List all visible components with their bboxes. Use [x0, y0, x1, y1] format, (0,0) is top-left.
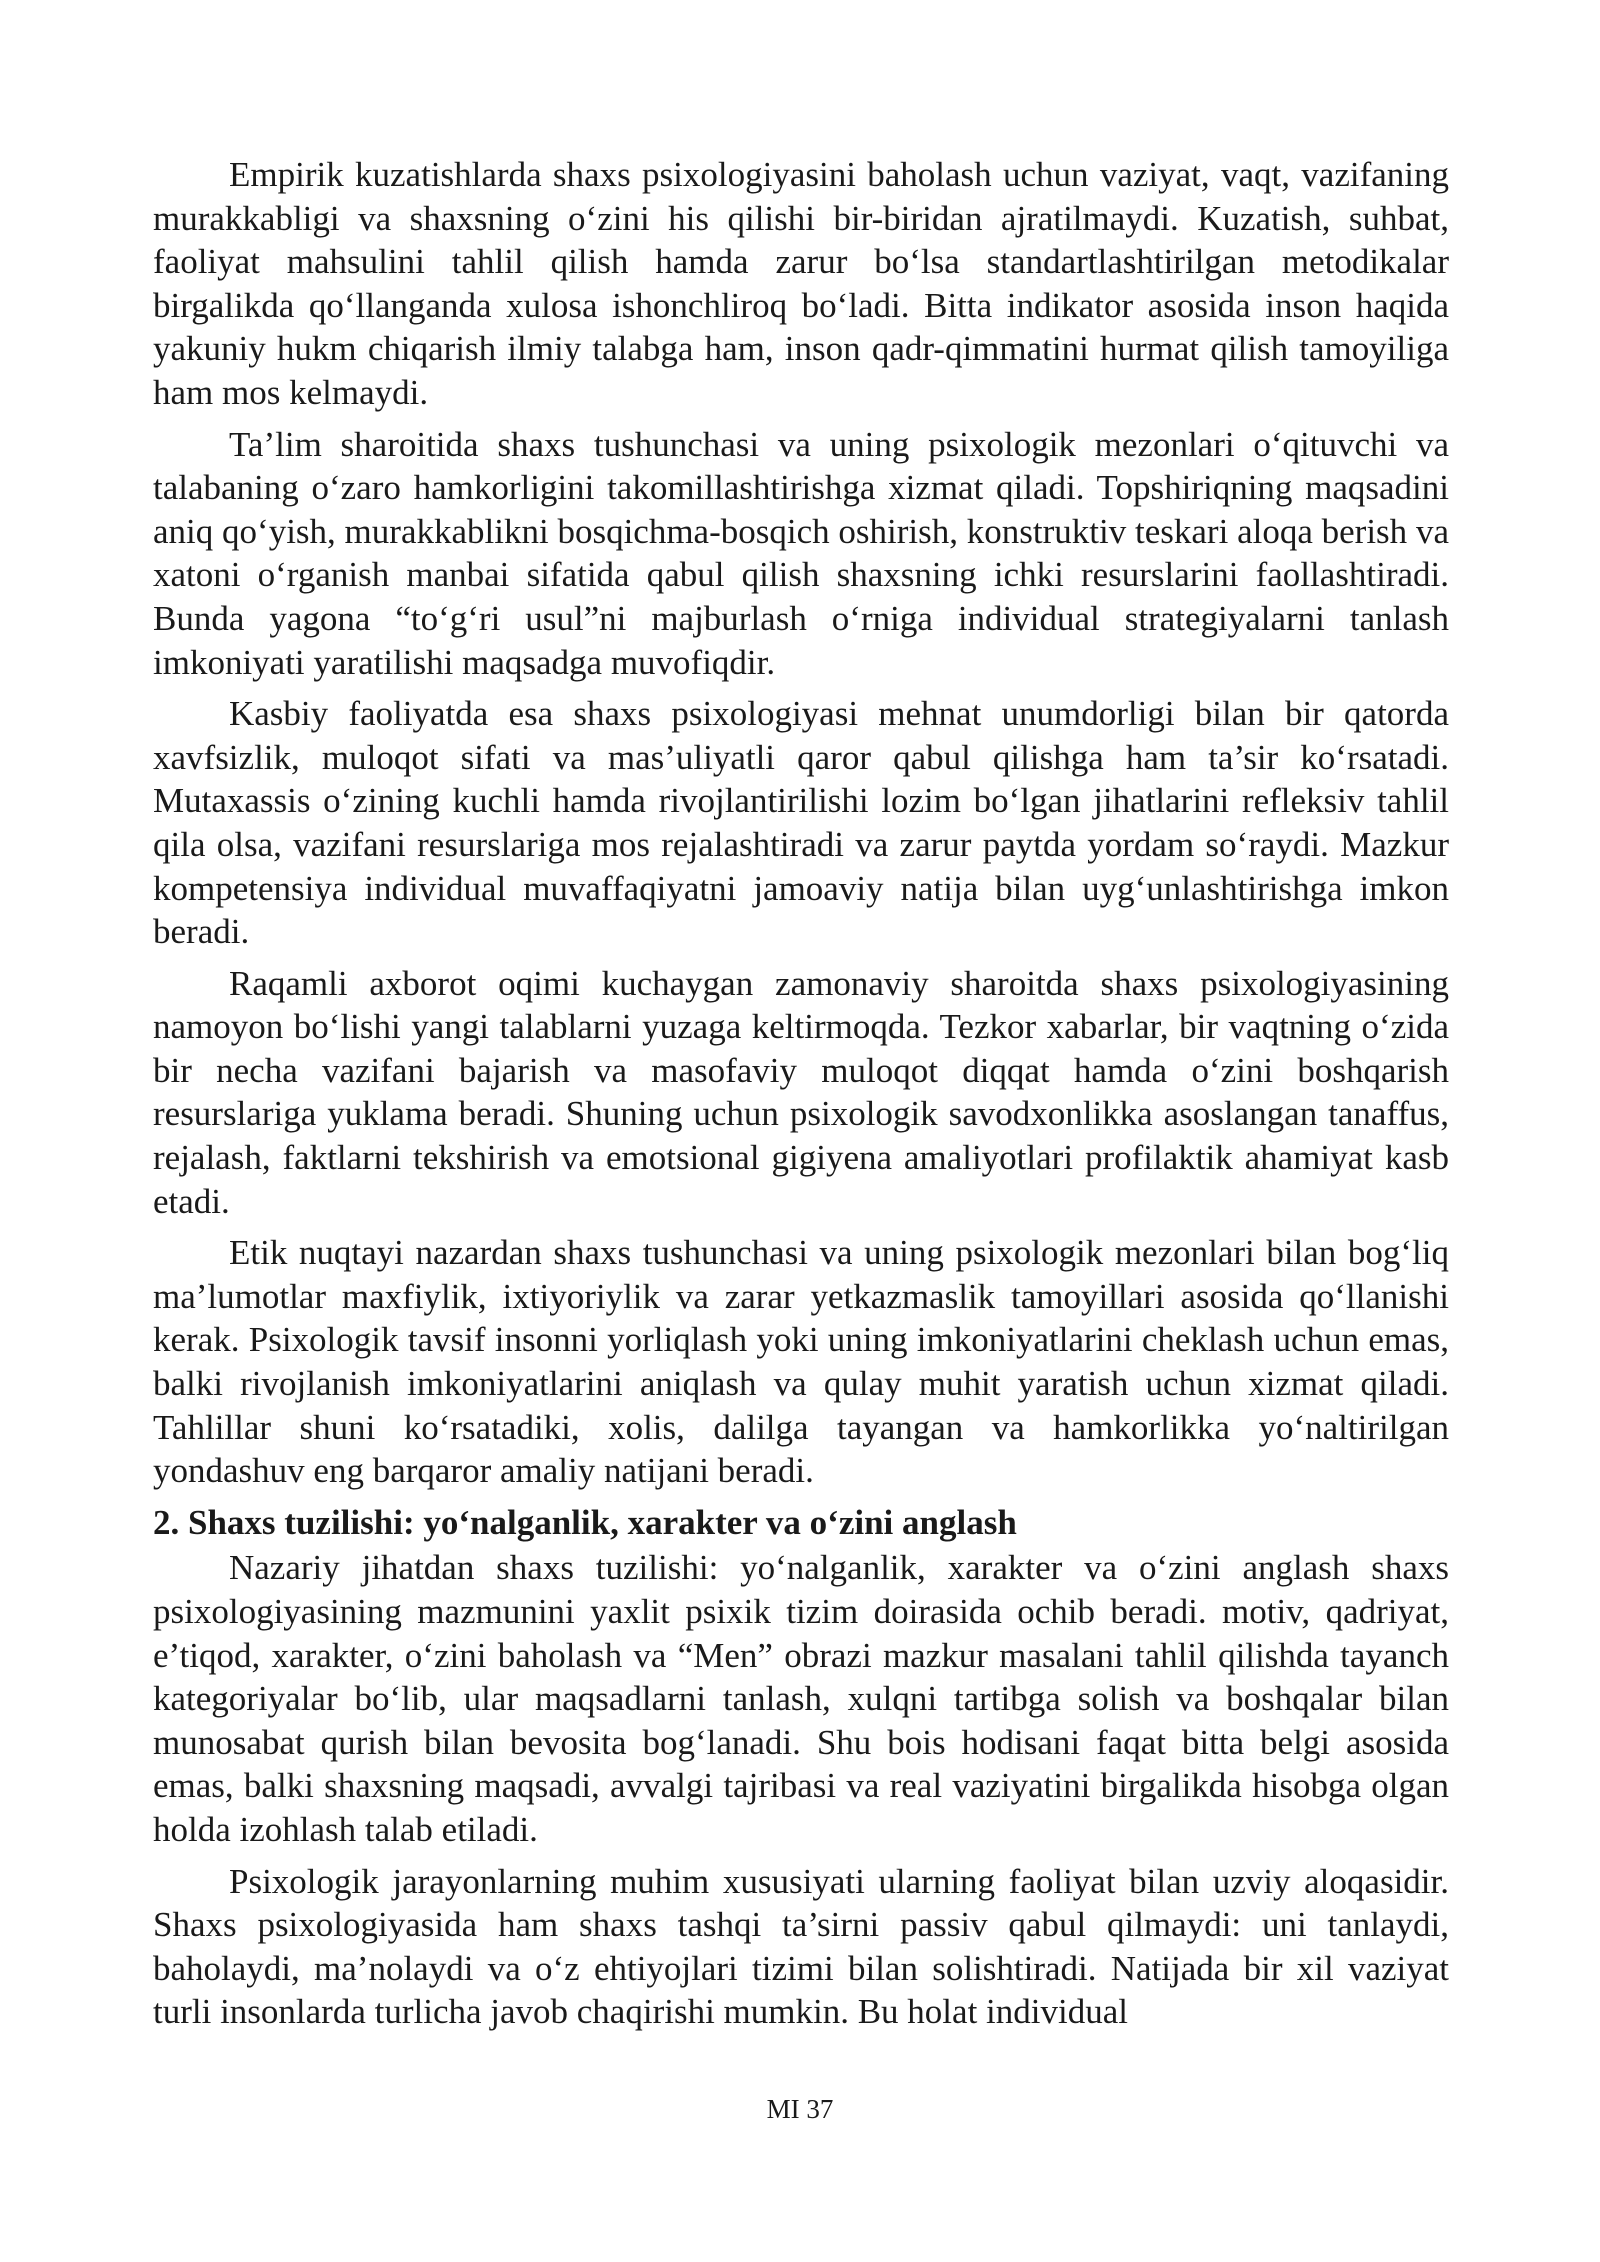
paragraph: Kasbiy faoliyatda esa shaxs psixologiyasi mehnat unumdorligi bilan bir qatorda xavfsizlik, muloqot sifati va mas’uliyatli qaror qabul qilishga ham ta’sir ko‘rsatadi. Mutaxassis o‘zining kuchli hamda rivojlantirilishi lozim bo‘lgan jihatlarini refleksiv tahlil qila olsa, vazifani resurslariga mos rejalashtiradi va zarur paytda yordam so‘raydi. Mazkur kompetensiya individual muvaffaqiyatni jamoaviy natija bilan uyg‘unlashtirishga imkon beradi.: [153, 694, 1449, 952]
page-body: [153, 153, 1449, 2042]
paragraph: Etik nuqtayi nazardan shaxs tushunchasi va uning psixologik mezonlari bilan bog‘liq ma’lumotlar maxfiylik, ixtiyoriylik va zarar yetkazmaslik tamoyillari asosida qo‘llanishi kerak. Psixologik tavsif insonni yorliqlash yoki uning imkoniyatlarini cheklash uchun emas, balki rivojlanish imkoniyatlarini aniqlash va qulay muhit yaratish uchun xizmat qiladi. Tahlillar shuni ko‘rsatadiki, xolis, dalilga tayangan va hamkorlikka yo‘naltirilgan yondashuv eng barqaror amaliy natijani beradi.: [153, 1233, 1449, 1491]
page-number: MI 37: [766, 2094, 834, 2124]
paragraph: Raqamli axborot oqimi kuchaygan zamonaviy sharoitda shaxs psixologiyasining namoyon bo‘lishi yangi talablarni yuzaga keltirmoqda. Tezkor xabarlar, bir vaqtning o‘zida bir necha vazifani bajarish va masofaviy muloqot diqqat hamda o‘zini boshqarish resurslariga yuklama beradi. Shuning uchun psixologik savodxonlikka asoslangan tanaffus, rejalash, faktlarni tekshirish va emotsional gigiyena amaliyotlari profilaktik ahamiyat kasb etadi.: [153, 963, 1449, 1221]
section-heading: 2. Shaxs tuzilishi: yo‘nalganlik, xarakter va o‘zini anglash: [153, 1502, 1017, 1542]
paragraph: Ta’lim sharoitida shaxs tushunchasi va uning psixologik mezonlari o‘qituvchi va talabaning o‘zaro hamkorligini takomillashtirishga xizmat qiladi. Topshiriqning maqsadini aniq qo‘yish, murakkablikni bosqichma-bosqich oshirish, konstruktiv teskari aloqa berish va xatoni o‘rganish manbai sifatida qabul qilish shaxsning ichki resurslarini faollashtiradi. Bunda yagona “to‘g‘ri usul”ni majburlash o‘rniga individual strategiyalarni tanlash imkoniyati yaratilishi maqsadga muvofiqdir.: [153, 424, 1449, 682]
paragraph: Nazariy jihatdan shaxs tuzilishi: yo‘nalganlik, xarakter va o‘zini anglash shaxs psixologiyasining mazmunini yaxlit psixik tizim doirasida ochib beradi. motiv, qadriyat, e’tiqod, xarakter, o‘zini baholash va “Men” obrazi mazkur masalani tahlil qilishda tayanch kategoriyalar bo‘lib, ular maqsadlarni tanlash, xulqni tartibga solish va boshqalar bilan munosabat qurish bilan bevosita bog‘lanadi. Shu bois hodisani faqat bitta belgi asosida emas, balki shaxsning maqsadi, avvalgi tajribasi va real vaziyatini birgalikda hisobga olgan holda izohlash talab etiladi.: [153, 1548, 1449, 1849]
paragraph: Empirik kuzatishlarda shaxs psixologiyasini baholash uchun vaziyat, vaqt, vazifaning murakkabligi va shaxsning o‘zini his qilishi bir-biridan ajratilmaydi. Kuzatish, suhbat, faoliyat mahsulini tahlil qilish hamda zarur bo‘lsa standartlashtirilgan metodikalar birgalikda qo‘llanganda xulosa ishonchliroq bo‘ladi. Bitta indikator asosida inson haqida yakuniy hukm chiqarish ilmiy talabga ham, inson qadr-qimmatini hurmat qilish tamoyiliga ham mos kelmaydi.: [153, 155, 1449, 412]
paragraph: Psixologik jarayonlarning muhim xususiyati ularning faoliyat bilan uzviy aloqasidir. Shaxs psixologiyasida ham shaxs tashqi ta’sirni passiv qabul qilmaydi: uni tanlaydi, baholaydi, ma’nolaydi va o‘z ehtiyojlari tizimi bilan solishtiradi. Natijada bir xil vaziyat turli insonlarda turlicha javob chaqirishi mumkin. Bu holat individual: [153, 1861, 1449, 2032]
